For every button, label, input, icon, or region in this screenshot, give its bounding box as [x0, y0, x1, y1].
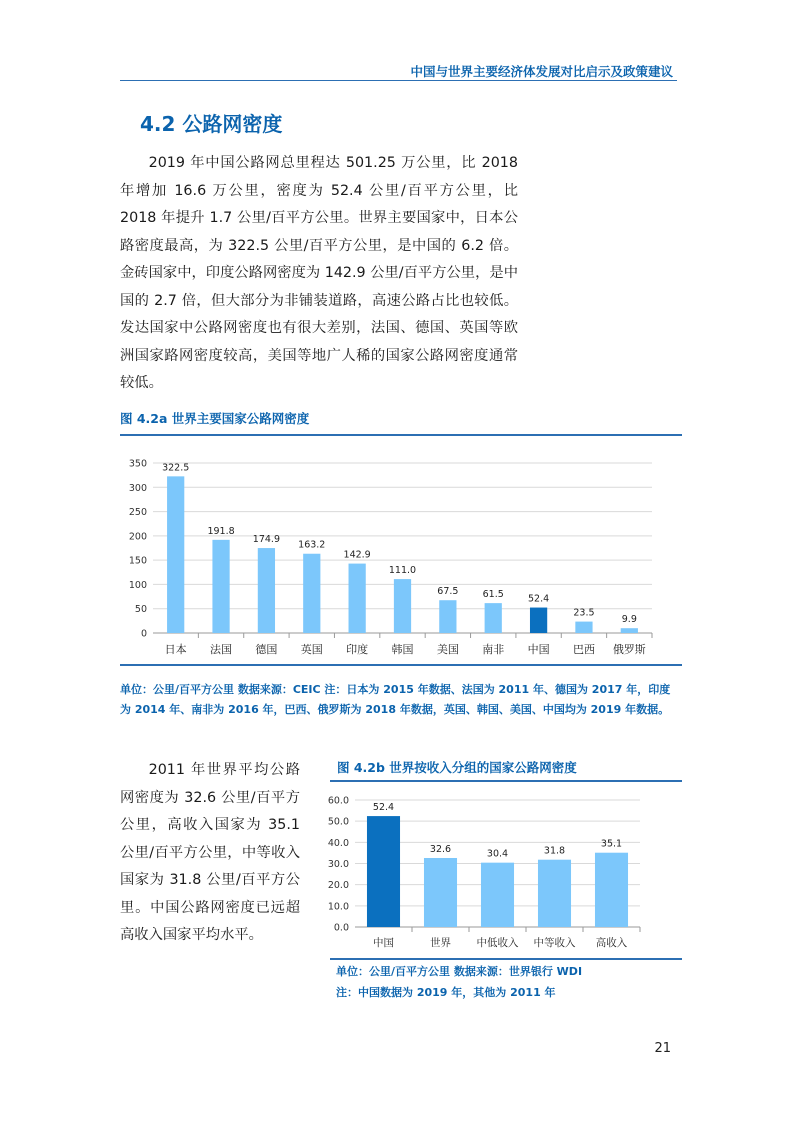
- page-number: 21: [654, 1041, 671, 1056]
- bar: [621, 628, 638, 633]
- data-label: 322.5: [162, 462, 190, 474]
- x-tick-label: 美国: [436, 643, 459, 656]
- section-title: 4.2 公路网密度: [140, 112, 283, 136]
- figure-b-top-rule: [330, 780, 682, 782]
- bar: [481, 863, 514, 927]
- figure-b-note-remark: 注：中国数据为 2019 年，其他为 2011 年: [336, 986, 556, 999]
- bar: [167, 476, 184, 633]
- data-label: 52.4: [372, 802, 395, 814]
- y-tick-label: 30.0: [327, 859, 349, 870]
- data-label: 191.8: [207, 525, 235, 537]
- x-tick-label: 高收入: [595, 937, 628, 949]
- y-tick-label: 0: [140, 628, 147, 640]
- bar: [394, 579, 411, 633]
- x-tick-label: 世界: [430, 937, 451, 949]
- data-label: 163.2: [298, 539, 326, 551]
- data-label: 111.0: [388, 565, 417, 577]
- x-tick-label: 印度: [346, 643, 369, 656]
- figure-a-top-rule: [120, 434, 682, 436]
- figure-a-title: 图 4.2a 世界主要国家公路网密度: [120, 411, 310, 426]
- x-tick-label: 日本: [164, 643, 187, 656]
- figure-a-note: 单位：公里/百平方公里 数据来源：CEIC 注：日本为 2015 年数据、法国为 2011 年、德国为 2017 年，印度为 2014 年、南非为 2016 年，巴西、俄罗斯为 2018 年数据，英国、韩国、美国、中国均为 2019 年数据。: [120, 683, 671, 716]
- y-tick-label: 60.0: [327, 795, 349, 807]
- figure-b-note-source: 单位：公里/百平方公里 数据来源：世界银行 WDI: [336, 965, 583, 978]
- y-tick-label: 350: [128, 458, 147, 470]
- bar: [485, 603, 502, 633]
- figure-b-title: 图 4.2b 世界按收入分组的国家公路网密度: [337, 760, 577, 775]
- x-tick-label: 巴西: [572, 643, 595, 656]
- data-label: 9.9: [621, 614, 637, 626]
- bar: [303, 554, 320, 633]
- bar: [367, 816, 400, 927]
- x-tick-label: 韩国: [391, 643, 414, 656]
- bar: [575, 622, 592, 633]
- y-tick-label: 200: [128, 531, 147, 543]
- bar: [212, 540, 229, 633]
- figure-b-chart: [322, 790, 652, 955]
- figure-b-bottom-rule: [330, 958, 682, 960]
- y-tick-label: 150: [128, 555, 147, 567]
- data-label: 52.4: [528, 593, 550, 605]
- y-tick-label: 10.0: [327, 901, 349, 913]
- bar: [439, 600, 456, 633]
- header-rule: [120, 80, 677, 81]
- x-tick-label: 南非: [482, 643, 505, 656]
- y-tick-label: 250: [128, 507, 147, 519]
- data-label: 67.5: [437, 586, 459, 598]
- data-label: 61.5: [482, 589, 504, 601]
- bar: [349, 564, 366, 633]
- x-tick-label: 中国: [373, 937, 394, 949]
- y-tick-label: 20.0: [327, 880, 349, 892]
- figure-a-chart: [110, 448, 670, 666]
- figure-a-bottom-rule: [120, 664, 682, 666]
- bar: [424, 858, 457, 927]
- x-tick-label: 英国: [300, 643, 323, 656]
- body-paragraph: 2019 年中国公路网总里程达 501.25 万公里，比 2018 年增加 16.6 万公里，密度为 52.4 公里/百平方公里，比 2018 年提升 1.7 公里/百平方公里。世界主要国家中，日本公路密度最高，为 322.5 公里/百平方公里，是中国的 6.2 倍。金砖国家中，印度公路网密度为 142.9 公里/百平方公里，是中国的 2.7 倍，但大部分为非铺装道路，高速公路占比也较低。发达国家中公路网密度也有很大差别，法国、德国、英国等欧洲国家路网密度较高，美国等地广人稀的国家公路网密度通常较低。: [120, 155, 518, 391]
- x-tick-label: 俄罗斯: [612, 643, 646, 656]
- header-title: 中国与世界主要经济体发展对比启示及政策建议: [410, 64, 673, 79]
- bar: [595, 853, 628, 927]
- y-tick-label: 100: [128, 579, 147, 591]
- data-label: 35.1: [600, 838, 623, 850]
- x-tick-label: 中等收入: [533, 937, 576, 949]
- x-tick-label: 中低收入: [476, 937, 519, 949]
- data-label: 32.6: [429, 843, 452, 855]
- data-label: 142.9: [343, 549, 371, 561]
- bar: [530, 608, 547, 633]
- x-tick-label: 德国: [255, 643, 278, 656]
- data-label: 31.8: [543, 845, 566, 857]
- data-label: 23.5: [573, 607, 595, 619]
- y-tick-label: 50: [134, 604, 147, 616]
- y-tick-label: 40.0: [327, 837, 349, 849]
- data-label: 30.4: [486, 848, 509, 860]
- body-paragraph-2: 2011 年世界平均公路网密度为 32.6 公里/百平方公里，高收入国家为 35.1 公里/百平方公里，中等收入国家为 31.8 公里/百平方公里。中国公路网密度已远超高收入国家平均水平。: [120, 762, 300, 943]
- y-tick-label: 300: [128, 482, 147, 494]
- x-tick-label: 法国: [210, 643, 233, 656]
- y-tick-label: 0.0: [333, 922, 349, 934]
- data-label: 174.9: [252, 534, 281, 546]
- x-tick-label: 中国: [527, 643, 550, 656]
- bar: [538, 860, 571, 927]
- bar: [258, 548, 275, 633]
- y-tick-label: 50.0: [327, 816, 349, 828]
